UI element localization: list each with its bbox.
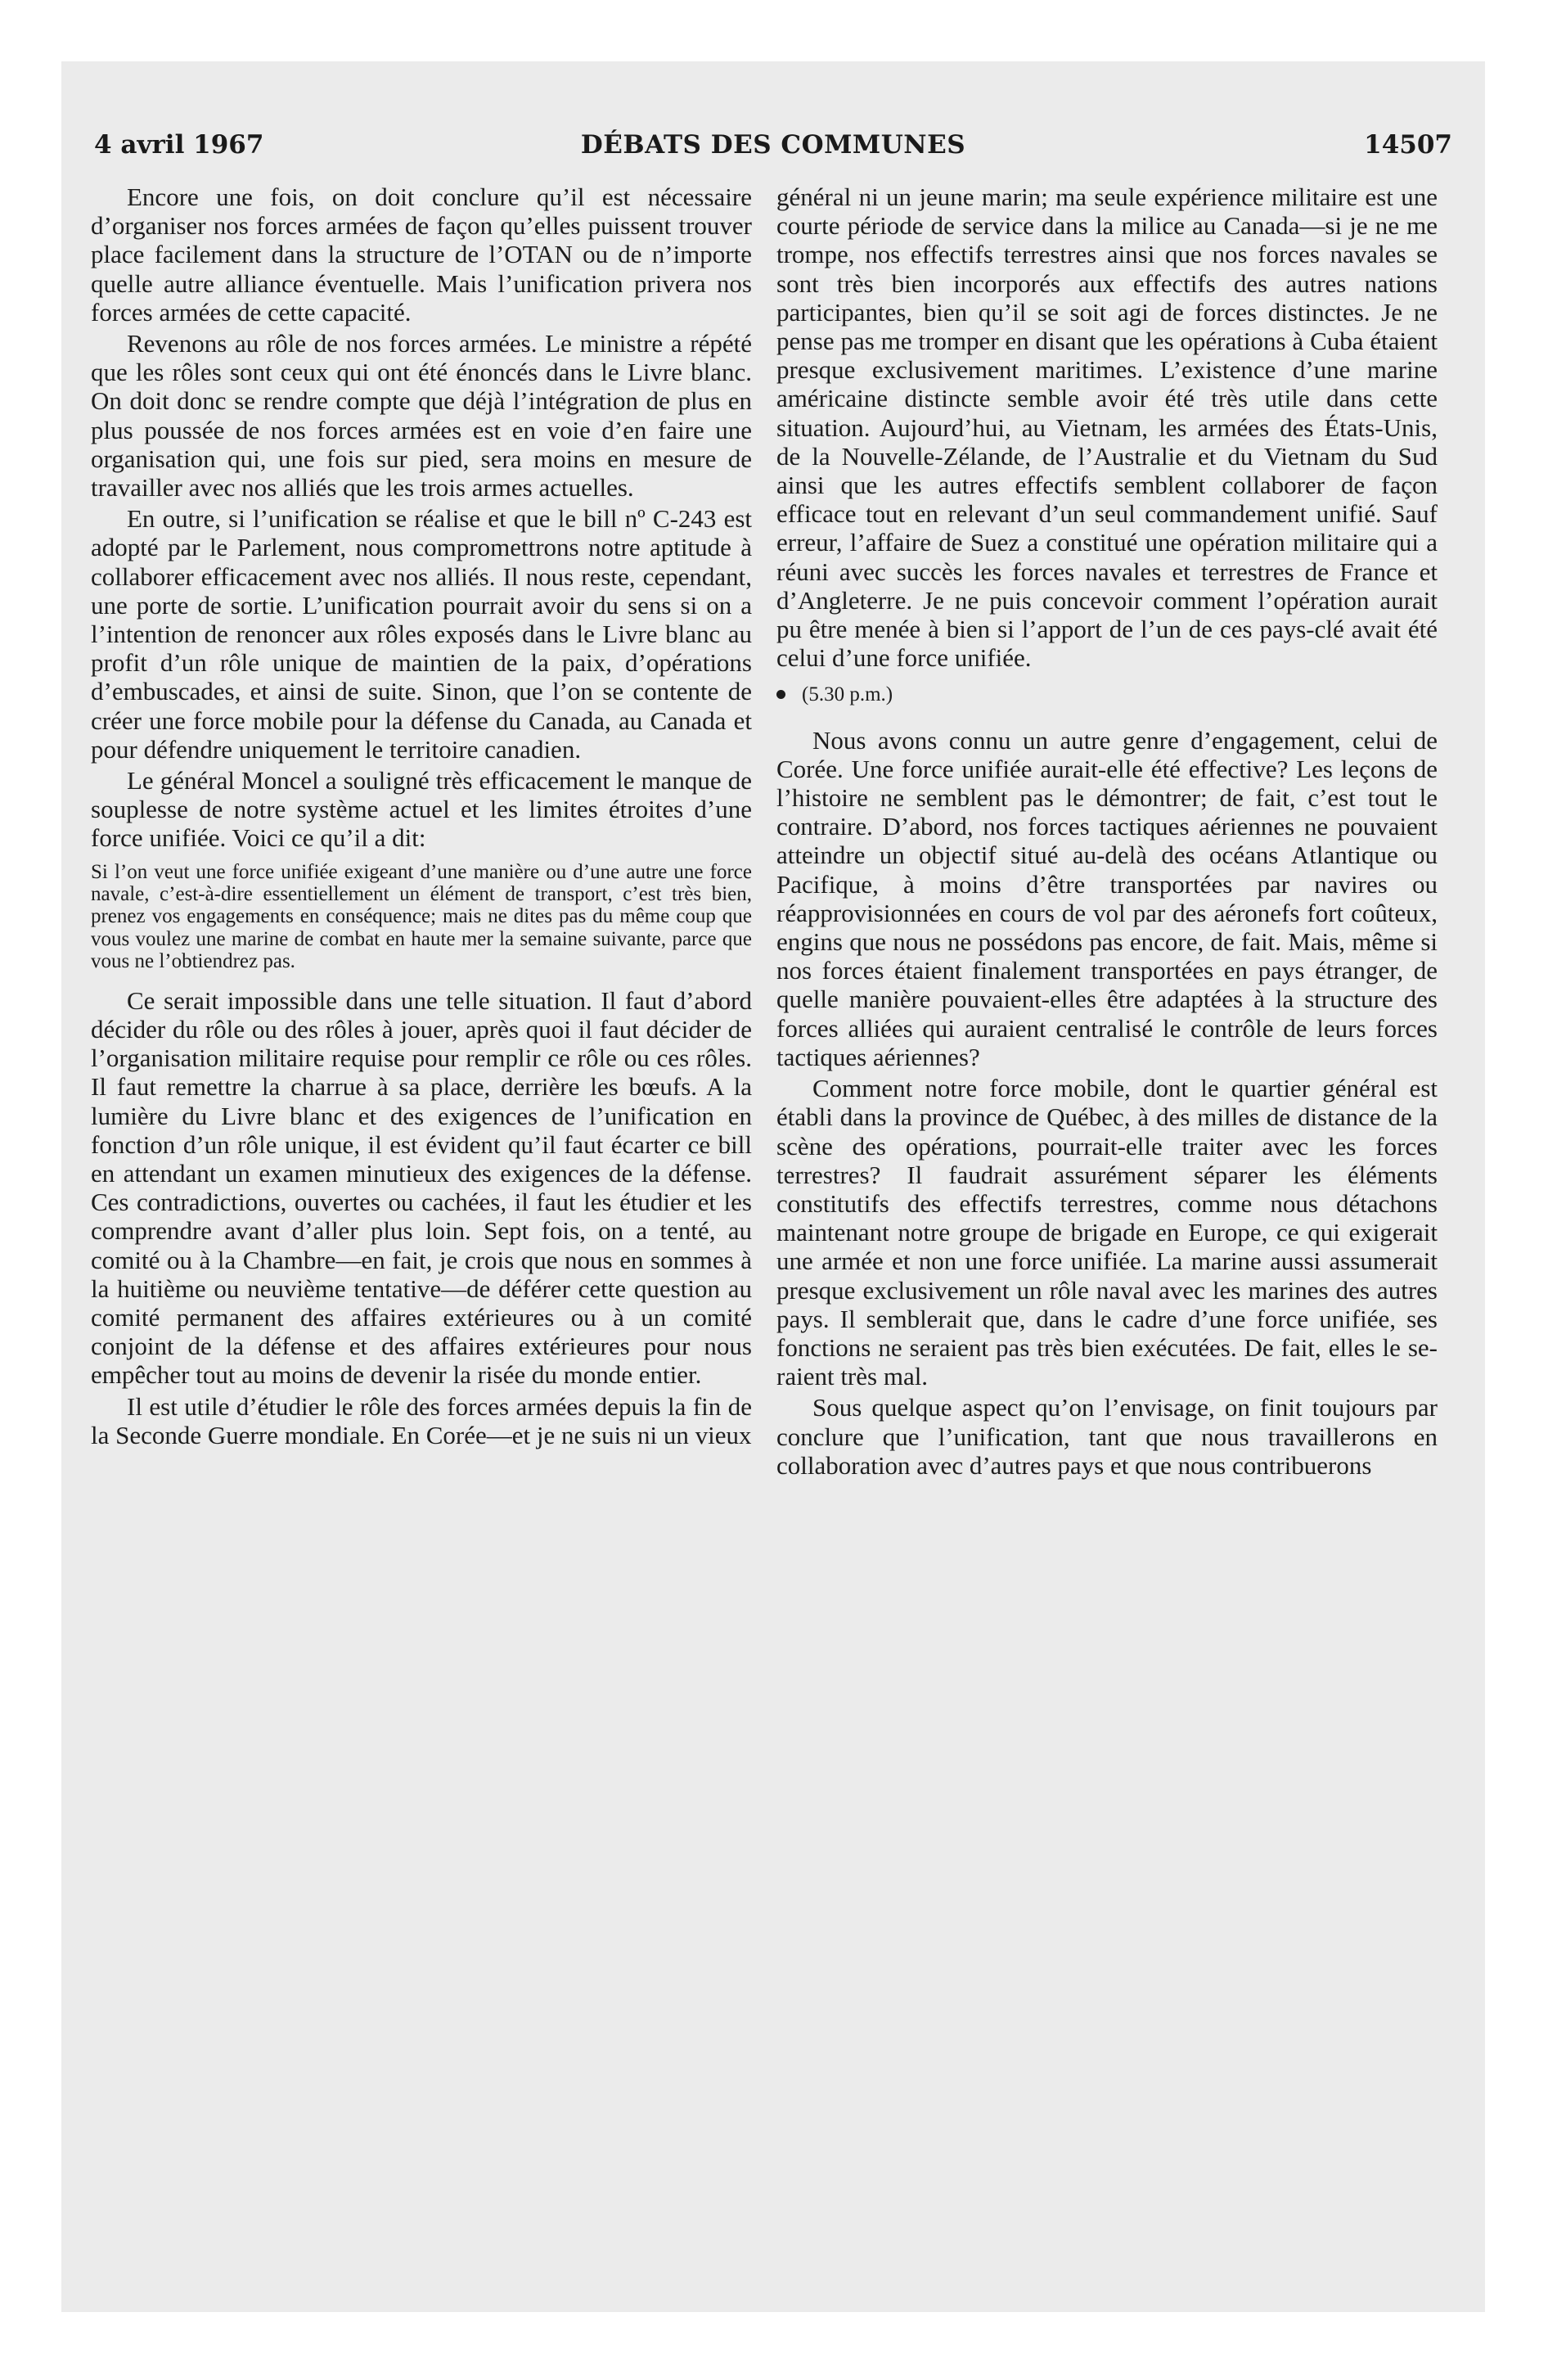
paragraph: Comment notre force mobile, dont le quartier général est établi dans la province de Québec, à des milles de distance de la scène des opérations, pourrait-elle traiter avec les forces terrestres? Il faudrait assurément séparer les éléments constitutifs des effectifs terrestres, comme nous détachons maintenant notre groupe de brigade en Europe, ce qui exigerait une armée et non une force unifiée. La marine aussi assumerait presque exclusivement un rôle naval avec les marines des autres pays. Il semblerait que, dans le cadre d’une force unifiée, ses fonctions ne seraient pas très bien exécutées. De fait, elles le seraient très mal.	[776, 1074, 1438, 1391]
time-marker-text: (5.30 p.m.)	[802, 683, 893, 706]
header-page-number: 14507	[1364, 130, 1452, 160]
block-quote: Si l’on veut une force unifiée exigeant d’une manière ou d’une autre une force navale, c’est-à-dire essentiellement un élément de transport, c’est très bien, prenez vos engagements en conséquence; mais ne dites pas du même coup que vous voulez une marine de combat en haute mer la semaine suivante, parce que vous ne l’obtiendrez pas.	[91, 860, 752, 973]
paragraph: Il est utile d’étudier le rôle des forces armées depuis la fin de la Seconde Guerre mondiale. En Corée—et je ne suis ni un vieux	[91, 1391, 752, 1449]
paragraph: général ni un jeune marin; ma seule expérience militaire est une courte période de service dans la milice au Canada—si je ne me trompe, nos effectifs terrestres ainsi que nos forces navales se sont très bien incorporés aux effectifs des autres nations participantes, bien qu’il se soit agi de forces distinctes. Je ne pense pas me tromper en disant que les opérations à Cuba étaient presque exclusivement maritimes. L’existence d’une marine américaine distincte semble avoir été très utile dans cette situation. Aujourd’hui, au Vietnam, les armées des États-Unis, de la Nouvelle-Zélande, de l’Australie et du Vietnam du Sud ainsi que les autres effectifs semblent collaborer de façon efficace tout en relevant d’un seul commandement unifié. Sauf erreur, l’affaire de Suez a constitué une opération militaire qui a réuni avec succès les forces navales et terrestres de France et d’Angleterre. Je ne puis concevoir comment l’opération aurait pu être menée à bien si l’apport de l’un de ces pays-clé avait été celui d’une force unifiée.	[776, 183, 1438, 673]
paragraph: Le général Moncel a souligné très efficacement le manque de souplesse de notre système actuel et les limites étroites d’une force unifiée. Voici ce qu’il a dit:	[91, 766, 752, 853]
header-journal-title: DÉBATS DES COMMUNES	[580, 130, 966, 160]
bullet-icon	[776, 690, 785, 699]
paragraph: Ce serait impossible dans une telle situation. Il faut d’abord décider du rôle ou des rôles à jouer, après quoi il faut décider de l’organisation militaire requise pour remplir ce rôle ou ces rôles. Il faut remettre la charrue à sa place, derrière les bœufs. A la lumière du Livre blanc et des exigences de l’unification en fonction d’un rôle unique, il est évident qu’il faut écarter ce bill en attendant un examen minutieux des exigences de la défense. Ces contradictions, ouvertes ou cachées, il faut les étudier et les comprendre avant d’aller plus loin. Sept fois, on a tenté, au comité ou à la Chambre—en fait, je crois que nous en sommes à la huitième ou neuvième tentative—de déférer cette question au comité permanent des affaires extérieures ou à un comité conjoint de la défense et des affaires extérieures pour nous empêcher tout au moins de devenir la risée du monde entier.	[91, 985, 752, 1390]
paragraph: Encore une fois, on doit conclure qu’il est nécessaire d’organiser nos forces armées de façon qu’elles puissent trouver place facilement dans la structure de l’OTAN ou de n’importe quelle autre alliance éventuelle. Mais l’unification privera nos forces armées de cette capacité.	[91, 183, 752, 327]
left-column	[91, 183, 752, 1452]
paragraph: Revenons au rôle de nos forces armées. Le ministre a répété que les rôles sont ceux qui ont été énoncés dans le Livre blanc. On doit donc se rendre compte que déjà l’intégration de plus en plus poussée de nos forces armées est en voie d’en faire une organisation qui, une fois sur pied, sera moins en mesure de travailler avec nos alliés que les trois armes actuelles.	[91, 329, 752, 503]
paragraph: En outre, si l’unification se réalise et que le bill nº C-243 est adopté par le Parlement, nous compromettrons notre aptitude à collaborer efficacement avec nos alliés. Il nous reste, cependant, une porte de sortie. L’unification pourrait avoir du sens si on a l’intention de renoncer aux rôles exposés dans le Livre blanc au profit d’un rôle unique de maintien de la paix, d’opérations d’embuscades, et ainsi de suite. Sinon, que l’on se contente de créer une force mobile pour la défense du Canada, au Canada et pour défendre uniquement le territoire canadien.	[91, 504, 752, 764]
right-column	[776, 183, 1438, 1482]
header-date: 4 avril 1967	[94, 130, 264, 160]
page-header	[94, 130, 1452, 163]
scanned-page	[61, 61, 1485, 2312]
paragraph: Sous quelque aspect qu’on l’envisage, on finit toujours par conclure que l’unification, tant que nous travaillerons en collaboration avec d’autres pays et que nous contribuerons	[776, 1393, 1438, 1480]
paragraph: Nous avons connu un autre genre d’engagement, celui de Corée. Une force unifiée aurait-elle été effective? Les leçons de l’histoire ne semblent pas le démontrer; de fait, c’est tout le contraire. D’abord, nos forces tactiques aériennes ne pouvaient atteindre un objectif situé au-delà des océans Atlantique ou Pacifique, à moins d’être transportées par navires ou réapprovisionnées en cours de vol par des aéronefs fort coûteux, engins que nous ne possédons pas encore, de fait. Mais, même si nos forces étaient finalement transportées en pays étranger, de quelle manière pouvaient-elles être adaptées à la structure des forces alliées qui auraient centralisé le contrôle de leurs forces tactiques aériennes?	[776, 725, 1438, 1071]
time-marker	[776, 680, 1438, 709]
